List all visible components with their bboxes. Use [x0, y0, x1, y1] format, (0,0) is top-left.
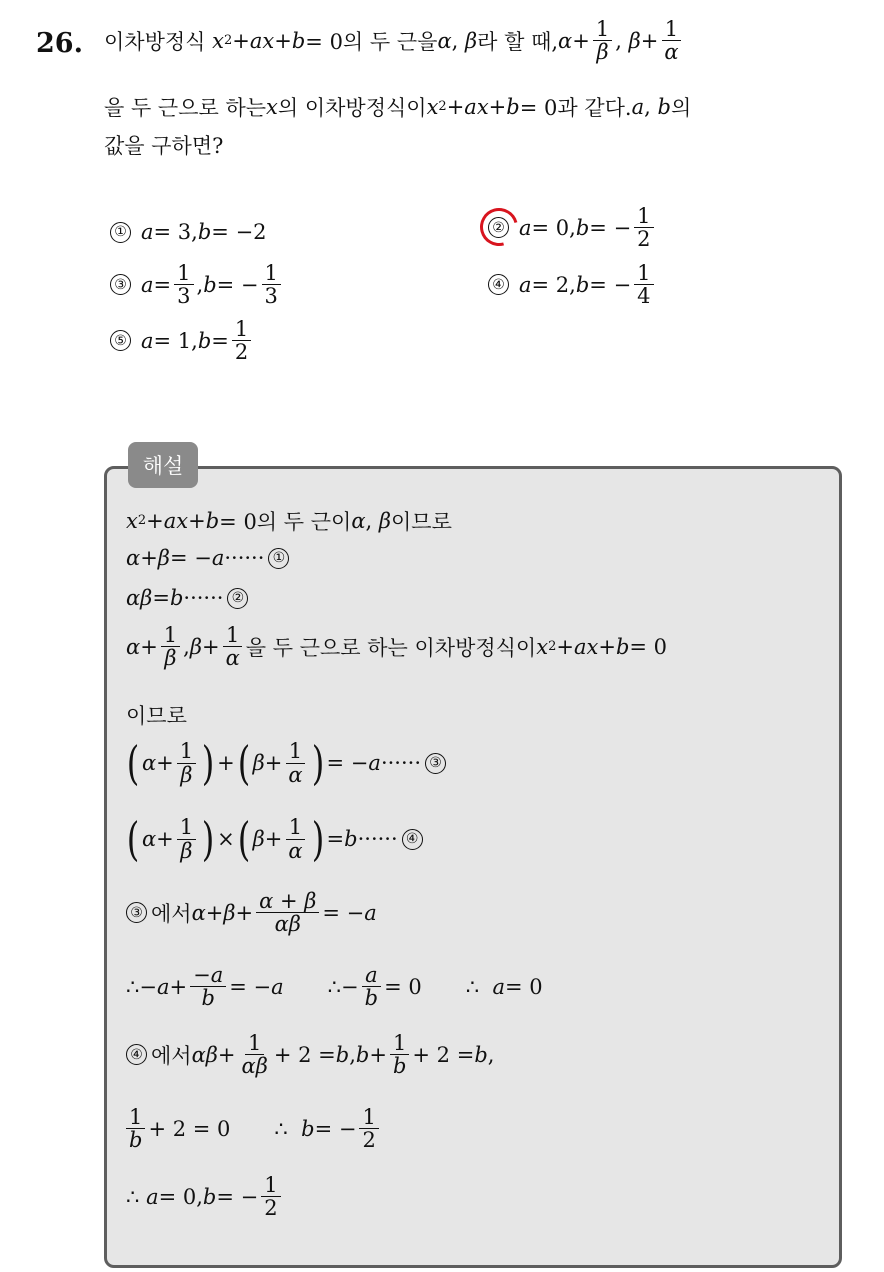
- choice-4[interactable]: ④ a = 2, b = − $\frac{1}{4}$: [488, 262, 657, 307]
- question-number: 26.: [36, 28, 83, 59]
- solution-line-11: $\frac{1}{b}$ + 2 = 0 ∴ b = − $\frac{1}{2}$: [126, 1106, 382, 1151]
- question-line-2: 을 두 근으로 하는 x 의 이차방정식이 x 2 + ax + b = 0과 같다. a , b 의: [104, 95, 692, 120]
- solution-line-7: ( α + $\frac{1}{\beta}$ ) × ( β + $\frac{1}{\alpha}$ ) = b ······ ④: [124, 816, 427, 862]
- solution-line-8: ③ 에서 α + β + $\frac{\alpha + \beta}{\alpha\beta}$ = − a: [126, 890, 377, 935]
- solution-line-6: ( α + $\frac{1}{\beta}$ ) + ( β + $\frac{1}{\alpha}$ ) = − a ······ ③: [124, 740, 450, 786]
- choice-3[interactable]: ③ a = $\frac{1}{3}$ , b = − $\frac{1}{3}$: [110, 262, 284, 307]
- choice-1[interactable]: ① a = 3, b = −2: [110, 220, 267, 244]
- selected-mark: ②: [488, 217, 519, 238]
- solution-line-10: ④ 에서 αβ + $\frac{1}{\alpha\beta}$ + 2 = b , b + $\frac{1}{b}$ + 2 = b ,: [126, 1032, 494, 1077]
- solution-line-3: αβ = b ······ ②: [126, 586, 252, 610]
- solution-line-4: α + $\frac{1}{\beta}$ , β + $\frac{1}{\alpha}$ 을 두 근으로 하는 이차방정식이 x 2 + ax + b = 0: [126, 623, 668, 671]
- solution-line-1: x 2 + ax + b = 0의 두 근이 α , β 이므로: [126, 509, 452, 534]
- fraction: $\frac{1}{\alpha}$: [661, 18, 681, 63]
- solution-line-12: ∴ a = 0, b = − $\frac{1}{2}$: [126, 1174, 284, 1219]
- solution-line-9: ∴ − a + $\frac{-a}{b}$ = − a ∴ − $\frac{a}{b}$ = 0 ∴ a = 0: [126, 963, 543, 1011]
- solution-line-2: α + β = − a ······ ①: [126, 546, 293, 570]
- solution-line-5: 이므로: [126, 704, 187, 728]
- choice-5[interactable]: ⑤ a = 1, b = $\frac{1}{2}$: [110, 318, 254, 363]
- choice-2[interactable]: ② a = 0, b = − $\frac{1}{2}$: [488, 205, 657, 250]
- solution-tag: 해설: [128, 442, 198, 488]
- fraction: $\frac{1}{\beta}$: [593, 18, 612, 63]
- question-line-3: 값을 구하면?: [104, 134, 224, 158]
- red-circle-mark: [473, 201, 525, 253]
- question-line-1: 이차방정식 x 2 + ax + b = 0의 두 근을 α , β 라 할 때, α + $\frac{1}{\beta}$ , β + $\frac{1}{\alpha}$: [104, 18, 685, 63]
